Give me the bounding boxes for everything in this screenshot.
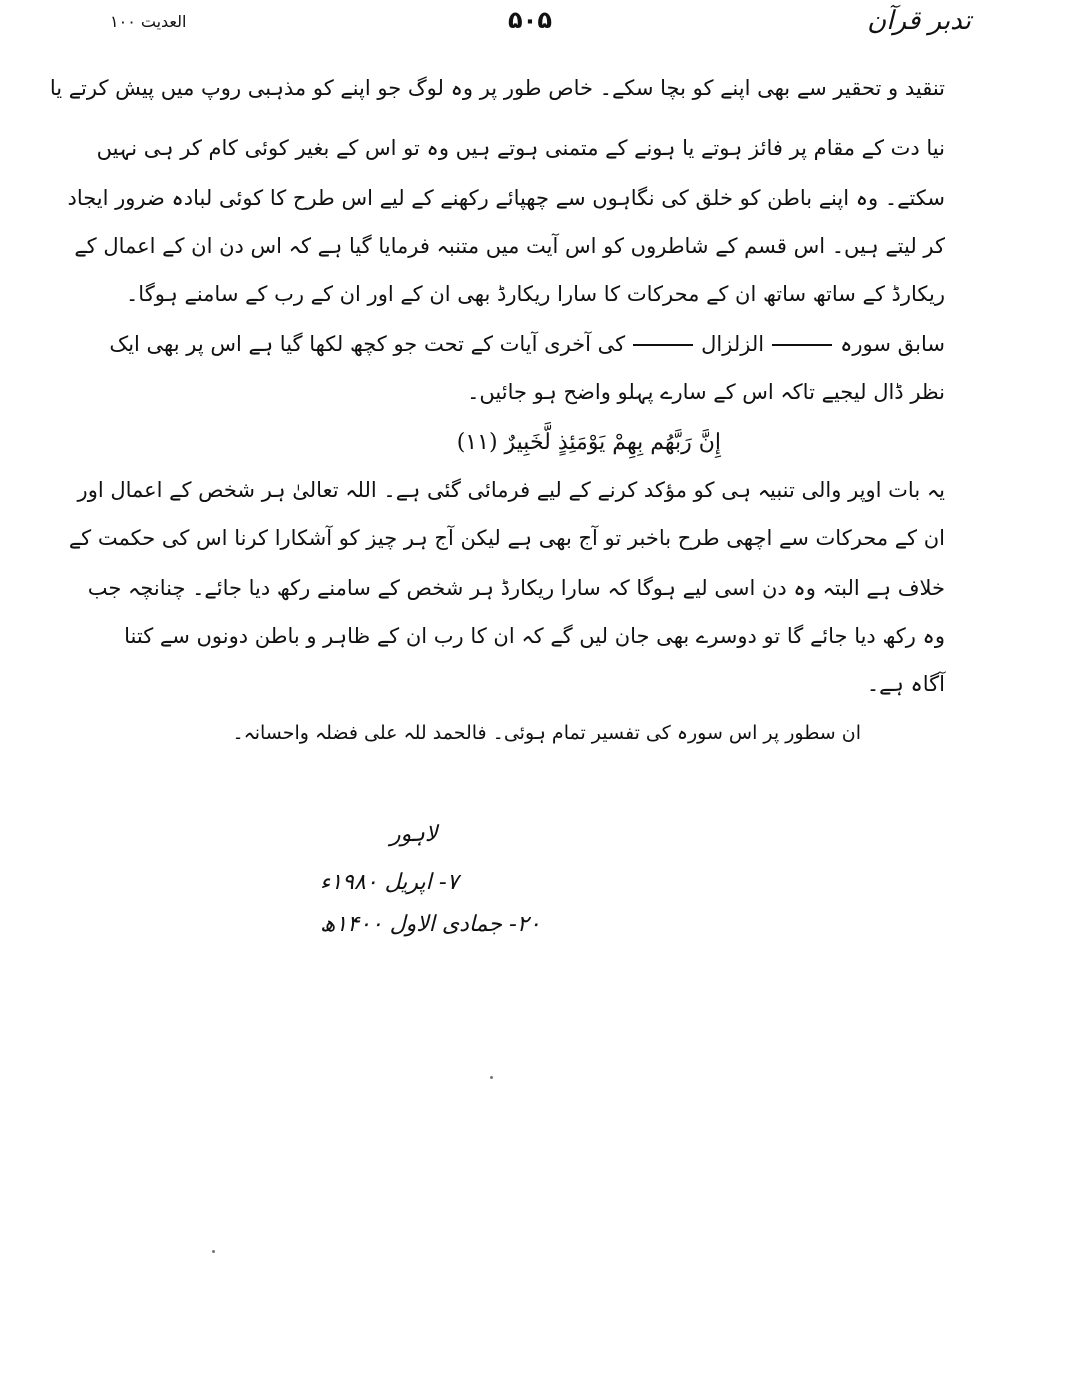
signature-gregorian-date: ۷- اپریل ۱۹۸۰ء	[320, 870, 459, 895]
reference-line-2: نظر ڈال لیجیے تاکہ اس کے سارے پہلو واضح ہو جائیں۔	[467, 380, 945, 404]
scan-speck	[212, 1250, 215, 1253]
paragraph2-line: ان کے محرکات سے اچھی طرح باخبر تو آج بھی ہے لیکن آج ہر چیز کو آشکارا کرنا اس کی حکمت کے	[68, 526, 945, 550]
paragraph2-line: آگاہ ہے۔	[866, 672, 945, 696]
signature-hijri-date: ۲۰- جمادی الاول ۱۴۰۰ھ	[320, 912, 541, 937]
book-title: تدبر قرآن	[867, 6, 971, 36]
reference-rest: کی آخری آیات کے تحت جو کچھ لکھا گیا ہے اس پر بھی ایک	[109, 332, 626, 356]
paragraph2-line: یہ بات اوپر والی تنبیہ ہی کو مؤکد کرنے کے لیے فرمائی گئی ہے۔ اللہ تعالیٰ ہر شخص کے اعمال اور	[77, 478, 945, 502]
reference-surah-name: الزلزال	[701, 332, 765, 356]
verse-text: إِنَّ رَبَّهُم بِهِمْ يَوْمَئِذٍ لَّخَبِيرٌ	[504, 430, 721, 455]
reference-line	[109, 332, 945, 356]
paragraph1-line: کر لیتے ہیں۔ اس قسم کے شاطروں کو اس آیت میں متنبہ فرمایا گیا ہے کہ اس دن ان کے اعمال کے	[74, 234, 945, 258]
paragraph2-line: وہ رکھ دیا جائے گا تو دوسرے بھی جان لیں گے کہ ان کا رب ان کے ظاہر و باطن دونوں سے کتنا	[124, 624, 945, 648]
paragraph1-line: تنقید و تحقیر سے بھی اپنے کو بچا سکے۔ خاص طور پر وہ لوگ جو اپنے کو مذہبی روپ میں پیش کرتے یا	[49, 76, 945, 100]
paragraph1-line: سکتے۔ وہ اپنے باطن کو خلق کی نگاہوں سے چھپائے رکھنے کے لیے اس طرح کا کوئی لبادہ ضرور ایجاد	[67, 186, 945, 210]
signature-place: لاہور	[390, 822, 438, 847]
scan-speck	[490, 1076, 493, 1079]
paragraph2-line: خلاف ہے البتہ وہ دن اسی لیے ہوگا کہ سارا ریکارڈ ہر شخص کے سامنے رکھ دیا جائے۔ چنانچہ جب	[87, 576, 945, 600]
quranic-verse	[457, 430, 721, 455]
dash-divider	[772, 344, 832, 346]
dash-divider	[633, 344, 693, 346]
paragraph1-line: ریکارڈ کے ساتھ ساتھ ان کے محرکات کا سارا ریکارڈ بھی ان کے اور ان کے رب کے سامنے ہوگا۔	[126, 282, 945, 306]
surah-reference: العدیت ۱۰۰	[110, 12, 187, 31]
reference-prefix: سابق سورہ	[840, 332, 945, 356]
closing-line: ان سطور پر اس سورہ کی تفسیر تمام ہوئی۔ فالحمد للہ علی فضلہ واحسانہ۔	[232, 722, 861, 744]
page-number: ۵۰۵	[508, 6, 552, 34]
verse-number: (۱۱)	[456, 430, 498, 455]
paragraph1-line: نیا دت کے مقام پر فائز ہوتے یا ہونے کے متمنی ہوتے ہیں وہ تو اس کے بغیر کوئی کام کر ہی نہیں	[96, 136, 945, 160]
